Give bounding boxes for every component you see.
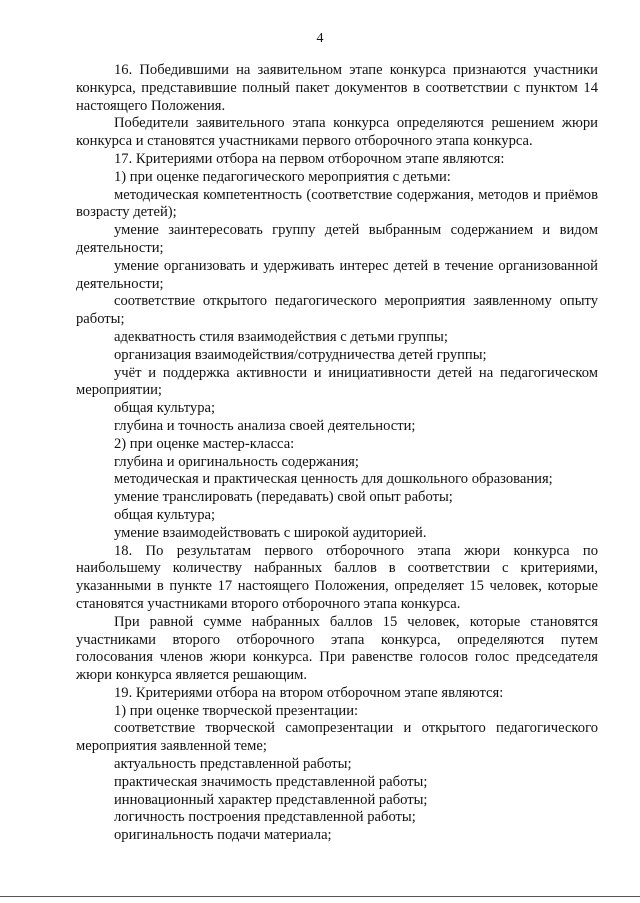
- criteria-subheading-1: 1) при оценке педагогического мероприятия с детьми:: [114, 168, 451, 185]
- criteria-item: глубина и оригинальность содержания;: [114, 453, 359, 470]
- paragraph-equal-score: При равной сумме набранных баллов 15 человек, которые становятся участниками второго отборочного этапа конкурса, определяются путем голосования членов жюри конкурса. При равенстве голосов голос председателя жюри конкурса является решающим.: [76, 613, 598, 684]
- criteria-item: организация взаимодействия/сотрудничества детей группы;: [114, 346, 487, 363]
- criteria-item: соответствие открытого педагогического мероприятия заявленному опыту работы;: [76, 293, 598, 328]
- criteria-item: общая культура;: [114, 506, 216, 523]
- criteria-item: методическая компетентность (соответствие содержания, методов и приёмов возрасту детей);: [76, 186, 598, 221]
- criteria-item: адекватность стиля взаимодействия с детьми группы;: [114, 328, 448, 345]
- page-bottom-divider: [0, 896, 640, 897]
- paragraph-19: 19. Критериями отбора на втором отборочном этапе являются:: [114, 684, 504, 701]
- paragraph-16: 16. Победившими на заявительном этапе конкурса признаются участники конкурса, представившие полный пакет документов в соответствии с пунктом 14 настоящего Положения.: [76, 62, 598, 114]
- criteria-item: оригинальность подачи материала;: [114, 827, 332, 844]
- criteria-item: умение транслировать (передавать) свой опыт работы;: [114, 489, 453, 506]
- criteria-item: умение заинтересовать группу детей выбранным содержанием и видом деятельности;: [76, 222, 598, 256]
- criteria-item: актуальность представленной работы;: [114, 756, 352, 773]
- criteria-item: глубина и точность анализа своей деятельности;: [114, 417, 416, 434]
- criteria-item: умение организовать и удерживать интерес детей в течение организованной деятельности;: [76, 257, 598, 292]
- criteria-item: учёт и поддержка активности и инициативности детей на педагогическом мероприятии;: [76, 364, 598, 399]
- criteria-item: инновационный характер представленной работы;: [114, 791, 428, 808]
- paragraph-18: 18. По результатам первого отборочного этапа жюри конкурса по наибольшему количеству набранных баллов в соответствии с критериями, указанными в пункте 17 настоящего Положения, определяет 15 человек, которые становятся участниками второго отборочного этапа конкурса.: [76, 542, 598, 612]
- criteria-subheading-3: 1) при оценке творческой презентации:: [114, 702, 359, 719]
- page-number: 4: [316, 31, 324, 46]
- criteria-subheading-2: 2) при оценке мастер-класса:: [114, 435, 295, 452]
- criteria-item: логичность построения представленной работы;: [114, 809, 416, 826]
- criteria-item: методическая и практическая ценность для дошкольного образования;: [114, 471, 553, 488]
- criteria-item: практическая значимость представленной работы;: [114, 773, 428, 790]
- paragraph-winners: Победители заявительного этапа конкурса определяются решением жюри конкурса и становятся участниками первого отборочного этапа конкурса.: [76, 115, 598, 150]
- document-body: [76, 62, 598, 845]
- criteria-item: общая культура;: [114, 400, 216, 417]
- criteria-item: соответствие творческой самопрезентации и открытого педагогического мероприятия заявленной теме;: [76, 720, 598, 755]
- criteria-item: умение взаимодействовать с широкой аудиторией.: [114, 524, 427, 541]
- paragraph-17: 17. Критериями отбора на первом отборочном этапе являются:: [114, 150, 505, 167]
